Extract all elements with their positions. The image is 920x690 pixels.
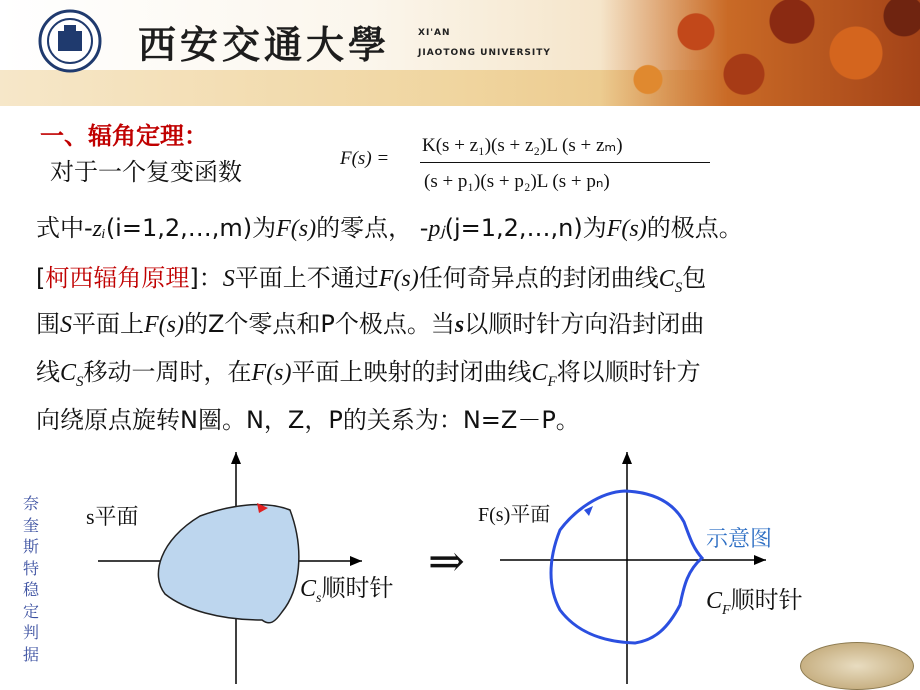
campus-badge-image [800,642,914,690]
formula-denominator: (s + p₁)(s + p₂)L (s + pₙ) [424,171,610,192]
f-plane-imag-arrow-icon [622,452,632,464]
autumn-leaves-image [600,0,920,106]
cs-clockwise-label: $C_s$顺时针 [300,576,394,606]
f-plane-direction-arrow-icon [584,506,593,516]
transfer-function-formula [340,130,720,204]
intro-text: 对于一个复变函数 [50,158,242,186]
university-name-en-line1: XI'AN [418,28,451,38]
section-title: 一、辐角定理： [40,122,208,150]
schematic-label: 示意图 [706,527,773,552]
f-plane-label: F(s)平面 [478,504,551,526]
header-banner [0,0,920,106]
university-name-cn: 西安交通大學 [138,22,391,67]
formula-lhs: F(s) = [340,148,390,169]
university-logo-icon [38,9,102,73]
s-plane-real-arrow-icon [350,556,362,566]
s-plane-label: s平面 [86,504,139,529]
paragraph-line-2: [柯西辐角原理]：S平面上不通过F(s)任何奇异点的封闭曲线$C_S$包 [36,264,707,296]
implies-arrow-icon: ⇒ [428,536,465,587]
paragraph-line-4: 线$C_S$移动一周时，在F(s)平面上映射的封闭曲线$C_F$将以顺时针方 [36,358,701,390]
fraction-bar [420,162,710,163]
cauchy-principle-label: 柯西辐角原理 [45,264,190,292]
formula-numerator: K(s + z₁)(s + z₂)L (s + zₘ) [422,135,623,156]
s-plane-closed-curve [158,505,298,623]
university-name-en-line2: JIAOTONG UNIVERSITY [418,48,551,58]
paragraph-line-5: 向绕原点旋转N圈。N，Z，P的关系为：N=Z－P。 [36,406,580,434]
s-plane-imag-arrow-icon [231,452,241,464]
paragraph-line-3: 围S平面上F(s)的Z个零点和P个极点。当s以顺时针方向沿封闭曲 [36,310,705,338]
side-vertical-label: 奈 奎 斯 特 稳 定 判 据 [22,494,39,664]
paragraph-line-1: 式中-zᵢ(i=1,2,…,m)为F(s)的零点， -pⱼ(j=1,2,…,n)为F(s)的极点。 [36,214,743,242]
f-plane-real-arrow-icon [754,555,766,565]
cf-clockwise-label: $C_F$顺时针 [706,588,803,618]
